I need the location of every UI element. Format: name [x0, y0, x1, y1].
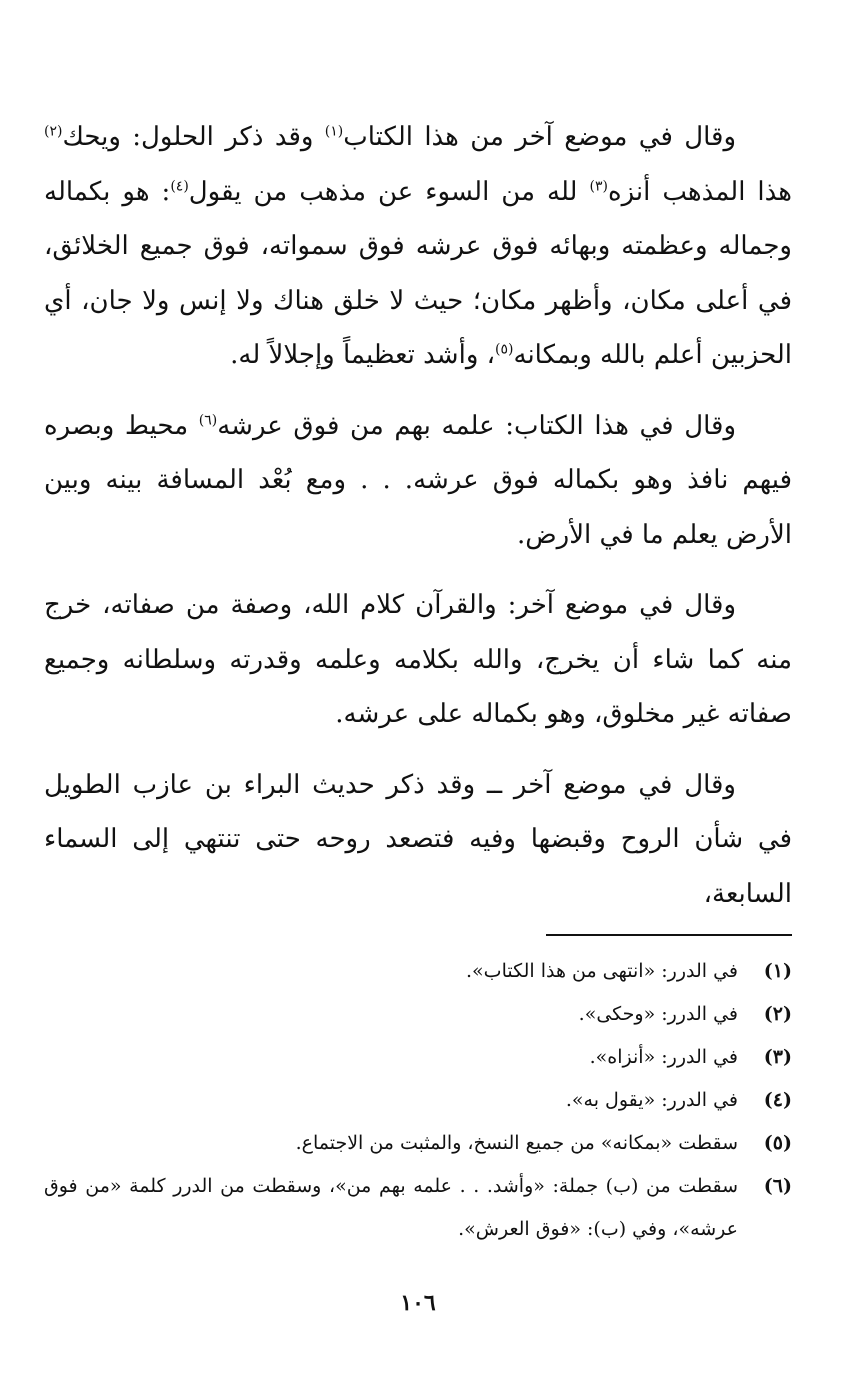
footnotes	[44, 950, 792, 1251]
footnote-number: (٦)	[763, 1175, 792, 1197]
footnote-ref[interactable]: (١)	[324, 123, 344, 140]
text-run: وقد ذكر الحلول: ويحك	[62, 122, 314, 152]
footnote-ref[interactable]: (٦)	[198, 411, 218, 428]
footnote-number: (٢)	[763, 1003, 792, 1025]
footnote-item	[44, 1165, 792, 1251]
text-run: وقال في هذا الكتاب: علمه بهم من فوق عرشه	[217, 410, 737, 441]
footnote-text: سقطت من (ب) جملة: «وأشد. . . علمه بهم من»، وسقطت من الدرر كلمة «من فوق عرشه»، وفي (ب): «فوق العرش».	[44, 1175, 738, 1240]
text-run: وقال في موضع آخر من هذا الكتاب	[343, 122, 736, 152]
footnote-ref[interactable]: (٥)	[495, 341, 514, 358]
footnote-item	[44, 1079, 792, 1122]
footnote-number: (٤)	[763, 1089, 792, 1111]
footnote-ref[interactable]: (٣)	[589, 177, 608, 194]
footnote-number: (٥)	[763, 1132, 792, 1154]
footnote-text: في الدرر: «يقول به».	[565, 1089, 738, 1111]
footnote-number: (٣)	[763, 1046, 792, 1068]
footnote-number: (١)	[763, 960, 792, 982]
paragraph-2	[44, 399, 792, 563]
footnote-text: في الدرر: «وحكى».	[578, 1003, 738, 1025]
text-run: لله من السوء عن مذهب من يقول	[188, 176, 578, 207]
text-run: هذا المذهب أنزه	[607, 176, 793, 207]
footnote-ref[interactable]: (٤)	[170, 177, 189, 194]
text-run: محيط وبصره فيهم نافذ وهو بكماله فوق عرشه. . . ومع بُعْد المسافة بينه وبين الأرض يعلم ما في الأرض.	[44, 410, 792, 550]
footnote-item	[44, 950, 792, 993]
paragraph-3: وقال في موضع آخر: والقرآن كلام الله، وصفة من صفاته، خرج منه كما شاء أن يخرج، والله بكلامه وعلمه وقدرته وسلطانه وجميع صفاته غير مخلوق، وهو بكماله على عرشه.	[44, 590, 792, 729]
footnote-item	[44, 993, 792, 1036]
main-text	[44, 110, 792, 921]
book-page	[44, 110, 792, 1360]
text-run: : هو بكماله وجماله وعظمته وبهائه فوق عرشه فوق سمواته، فوق جميع الخلائق، في أعلى مكان، وأظهر مكان؛ حيث لا خلق هناك ولا إنس ولا جان، أي الحزبين أعلم بالله وبمكانه	[44, 176, 792, 370]
footnote-item	[44, 1036, 792, 1079]
paragraph-4: وقال في موضع آخر ــ وقد ذكر حديث البراء بن عازب الطويل في شأن الروح وقبضها وفيه فتصعد روحه حتى تنتهي إلى السماء السابعة،	[44, 769, 792, 909]
paragraph-1	[44, 110, 792, 383]
footnote-text: في الدرر: «انتهى من هذا الكتاب».	[466, 960, 738, 982]
footnote-item	[44, 1122, 792, 1165]
footnote-text: سقطت «بمكانه» من جميع النسخ، والمثبت من الاجتماع.	[295, 1132, 738, 1154]
footnote-text: في الدرر: «أنزاه».	[589, 1046, 738, 1068]
text-run: ، وأشد تعظيماً وإجلالاً له.	[230, 340, 496, 370]
page-number: ١٠٦	[400, 1290, 436, 1316]
footnote-divider	[546, 934, 792, 936]
footnote-ref[interactable]: (٢)	[44, 123, 63, 140]
